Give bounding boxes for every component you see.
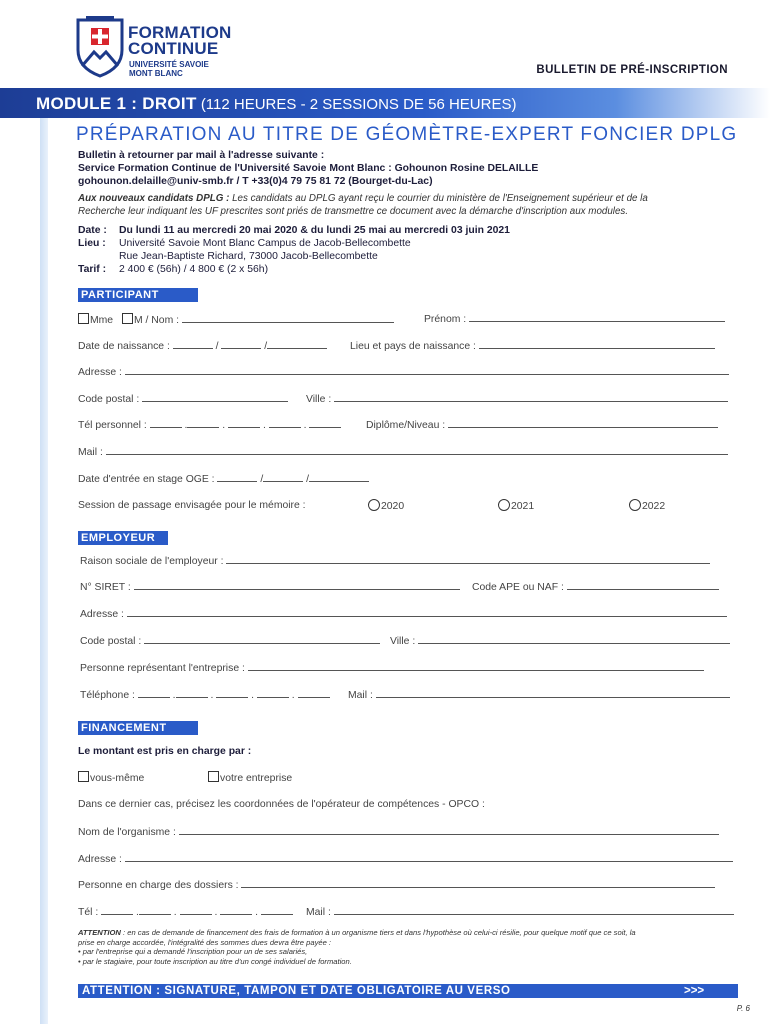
naissance-day-field[interactable] [173, 340, 213, 349]
representant-label: Personne représentant l'entreprise : [80, 663, 248, 674]
naissance-label: Date de naissance : [78, 341, 173, 352]
radio-2020[interactable] [368, 499, 380, 511]
footnote-line2: prise en charge accordée, l'intégralité des sommes dues devra être payée : [78, 937, 332, 947]
intro-note1 [78, 192, 648, 205]
emp-adresse-field[interactable] [127, 608, 727, 617]
section-financement: FINANCEMENT [78, 721, 198, 735]
ape-field[interactable] [567, 581, 719, 590]
emp-code-postal-label: Code postal : [80, 636, 145, 647]
page-number: P. 6 [736, 1004, 750, 1013]
module-banner-text [36, 94, 516, 114]
fin-mail-row [306, 906, 734, 918]
year-2021-label: 2021 [511, 501, 535, 512]
session-option-2021[interactable] [498, 499, 534, 512]
emp-tel-field-1[interactable] [138, 689, 170, 698]
logo-line1: FORMATION [128, 23, 232, 42]
adresse-label: Adresse : [78, 367, 125, 378]
checkbox-m[interactable] [122, 313, 133, 324]
adresse-row [78, 366, 729, 378]
lieu-value1: Université Savoie Mont Blanc Campus de Jacob-Bellecombette [119, 238, 411, 249]
dossiers-row [78, 879, 715, 891]
fin-tel-field-5[interactable] [261, 906, 293, 915]
date-value: Du lundi 11 au mercredi 20 mai 2020 & du lundi 25 mai au mercredi 03 juin 2021 [119, 225, 510, 236]
dossiers-label: Personne en charge des dossiers : [78, 880, 242, 891]
checkbox-entreprise[interactable] [208, 771, 219, 782]
fin-mail-field[interactable] [334, 906, 734, 915]
page-title: PRÉPARATION AU TITRE DE GÉOMÈTRE-EXPERT FONCIER DPLG [76, 124, 738, 145]
emp-ville-label: Ville : [390, 636, 419, 647]
entreprise-label: votre entreprise [220, 773, 293, 784]
tel-field-5[interactable] [309, 419, 341, 428]
code-postal-row [78, 393, 288, 405]
emp-ville-row [390, 635, 730, 647]
fin-tel-field-1[interactable] [101, 906, 133, 915]
session-option-2022[interactable] [629, 499, 665, 512]
signature-warning-text: ATTENTION : SIGNATURE, TAMPON ET DATE OBLIGATOIRE AU VERSO [82, 985, 511, 997]
emp-code-postal-field[interactable] [144, 635, 380, 644]
siret-field[interactable] [134, 581, 460, 590]
emp-tel-field-3[interactable] [216, 689, 248, 698]
nom-label: / Nom : [145, 315, 182, 326]
checkbox-vous-meme[interactable] [78, 771, 89, 782]
logo-line4: MONT BLANC [129, 69, 183, 78]
logo [76, 16, 246, 82]
emp-tel-field-4[interactable] [257, 689, 289, 698]
date-stage-label: Date d'entrée en stage OGE : [78, 474, 218, 485]
module-name: MODULE 1 : DROIT [36, 94, 197, 113]
m-label: M [133, 315, 143, 326]
naissance-year-field[interactable] [267, 340, 327, 349]
ape-label: Code APE ou NAF : [472, 582, 567, 593]
emp-tel-field-2[interactable] [176, 689, 208, 698]
organisme-field[interactable] [179, 826, 719, 835]
mail-row [78, 446, 728, 458]
intro-note-bold: Aux nouveaux candidats DPLG : [78, 193, 230, 204]
lieu-naissance-label: Lieu et pays de naissance : [350, 341, 479, 352]
tel-field-1[interactable] [150, 419, 182, 428]
radio-2022[interactable] [629, 499, 641, 511]
logo-line3: UNIVERSITÉ SAVOIE [129, 60, 209, 69]
ville-label: Ville : [306, 394, 335, 405]
section-employeur: EMPLOYEUR [78, 531, 168, 545]
naissance-month-field[interactable] [221, 340, 261, 349]
fin-tel-row: Tél : . . . . [78, 906, 293, 918]
mail-field[interactable] [106, 446, 728, 455]
lieu-naissance-field[interactable] [479, 340, 715, 349]
fin-tel-field-3[interactable] [180, 906, 212, 915]
logo-line2: CONTINUE [128, 39, 219, 58]
fin-tel-field-4[interactable] [220, 906, 252, 915]
fin-adresse-label: Adresse : [78, 854, 125, 865]
footnote-line4: • par le stagiaire, pour toute inscription au titre d'un congé individuel de formation. [78, 956, 352, 966]
dossiers-field[interactable] [241, 879, 715, 888]
intro-note-text: Les candidats au DPLG ayant reçu le courrier du ministère de l'Enseignement supérieur et de la [229, 193, 648, 204]
footnote-bold: ATTENTION [78, 928, 121, 937]
stage-month-field[interactable] [263, 473, 303, 482]
mail-label: Mail : [78, 447, 106, 458]
footnote-line1 [78, 928, 738, 938]
date-label: Date : [78, 225, 107, 236]
date-stage-row: Date d'entrée en stage OGE : / / [78, 473, 369, 485]
tel-label: Tél personnel : [78, 420, 150, 431]
emp-ville-field[interactable] [418, 635, 730, 644]
emp-tel-row: Téléphone : . . . . [80, 689, 330, 701]
fin-mail-label: Mail : [306, 907, 334, 918]
university-shield-icon [76, 16, 124, 78]
radio-2021[interactable] [498, 499, 510, 511]
intro-line2: Service Formation Continue de l'Université Savoie Mont Blanc : Gohounon Rosine DELAILLE [78, 163, 539, 174]
tel-field-2[interactable] [187, 419, 219, 428]
representant-field[interactable] [248, 662, 704, 671]
tarif-value: 2 400 € (56h) / 4 800 € (2 x 56h) [119, 264, 269, 275]
siret-row [80, 581, 460, 593]
stage-day-field[interactable] [217, 473, 257, 482]
code-postal-label: Code postal : [78, 394, 143, 405]
footnote-text1: : en cas de demande de financement des frais de formation à un organisme tiers et dans l'hypothèse où celui-ci résilie, pour quelque motif que ce soit, la [120, 928, 636, 937]
tel-row: Tél personnel : . . . . [78, 419, 341, 431]
lieu-naissance-row [350, 340, 715, 352]
emp-mail-row [348, 689, 730, 701]
emp-mail-field[interactable] [376, 689, 730, 698]
lieu-label: Lieu : [78, 238, 106, 249]
lieu-value2: Rue Jean-Baptiste Richard, 73000 Jacob-Bellecombette [119, 251, 378, 262]
code-postal-field[interactable] [142, 393, 288, 402]
diplome-label: Diplôme/Niveau : [366, 420, 449, 431]
session-option-2020[interactable] [368, 499, 404, 512]
stage-year-field[interactable] [309, 473, 369, 482]
emp-code-postal-row [80, 635, 380, 647]
fin-adresse-row [78, 853, 733, 865]
nom-field[interactable] [182, 314, 394, 323]
organisme-label: Nom de l'organisme : [78, 827, 179, 838]
representant-row [80, 662, 704, 674]
section-participant: PARTICIPANT [78, 288, 198, 302]
emp-adresse-row [80, 608, 727, 620]
emp-mail-label: Mail : [348, 690, 376, 701]
footnote-line3: • par l'entreprise qui a demandé l'inscription pour un de ses salariés, [78, 947, 308, 957]
naissance-row: Date de naissance : / / [78, 340, 327, 352]
vous-meme-label: vous-même [90, 773, 145, 784]
option-entreprise[interactable] [208, 771, 292, 784]
organisme-row [78, 826, 719, 838]
emp-adresse-label: Adresse : [80, 609, 127, 620]
intro-note2: Recherche leur indiquant les UF prescrites sont priés de transmettre ce document avec la démarche d'inscription aux modules. [78, 206, 629, 217]
fin-tel-label: Tél : [78, 907, 102, 918]
emp-tel-field-5[interactable] [298, 689, 330, 698]
prenom-field[interactable] [469, 313, 725, 322]
footnote [78, 928, 738, 966]
next-page-arrows: >>> [684, 985, 705, 997]
session-label: Session de passage envisagée pour le mémoire : [78, 500, 306, 511]
financement-question: Le montant est pris en charge par : [78, 746, 252, 757]
bulletin-heading: BULLETIN DE PRÉ-INSCRIPTION [536, 64, 728, 76]
option-vous-meme[interactable] [78, 771, 144, 784]
emp-tel-label: Téléphone : [80, 690, 138, 701]
diplome-field[interactable] [448, 419, 718, 428]
intro-email[interactable]: gohounon.delaille@univ-smb.fr / T +33(0)4 79 75 81 72 (Bourget-du-Lac) [78, 176, 433, 187]
siret-label: N° SIRET : [80, 582, 134, 593]
ape-row [472, 581, 719, 593]
ville-row [306, 393, 728, 405]
raison-field[interactable] [226, 555, 710, 564]
opco-text: Dans ce dernier cas, précisez les coordonnées de l'opérateur de compétences - OPCO : [78, 799, 485, 810]
module-hours: (112 HEURES - 2 SESSIONS DE 56 HEURES) [200, 96, 517, 113]
year-2020-label: 2020 [381, 501, 405, 512]
prenom-label: Prénom : [424, 314, 470, 325]
fin-tel-field-2[interactable] [139, 906, 171, 915]
adresse-field[interactable] [125, 366, 729, 375]
raison-label: Raison sociale de l'employeur : [80, 556, 227, 567]
year-2022-label: 2022 [642, 501, 666, 512]
civility-row [78, 313, 394, 326]
tarif-label: Tarif : [78, 264, 107, 275]
fin-adresse-field[interactable] [125, 853, 733, 862]
mme-label: Mme [90, 315, 114, 326]
prenom-row [424, 313, 725, 325]
ville-field[interactable] [334, 393, 728, 402]
side-accent [40, 118, 48, 1024]
diplome-row [366, 419, 718, 431]
intro-line1: Bulletin à retourner par mail à l'adresse suivante : [78, 150, 325, 161]
checkbox-mme[interactable] [78, 313, 89, 324]
tel-field-4[interactable] [269, 419, 301, 428]
raison-row [80, 555, 710, 567]
tel-field-3[interactable] [228, 419, 260, 428]
